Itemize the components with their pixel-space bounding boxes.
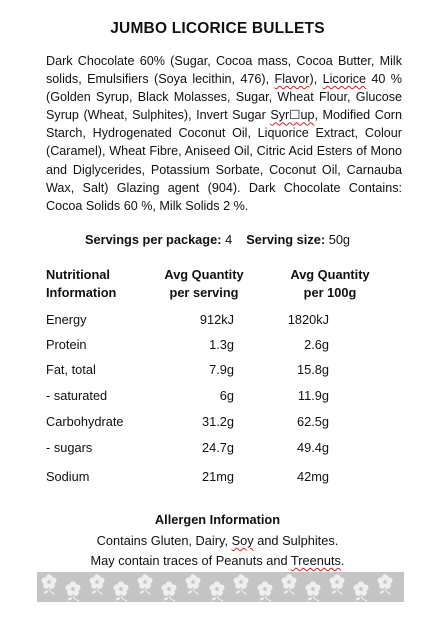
ingredients-paragraph [46,52,402,215]
servings-line [0,232,435,247]
nutrition-header-name [46,266,156,302]
nutrient-per-serving: 21mg [201,469,234,484]
nutrient-per-serving: 912kJ [199,312,234,327]
nutrient-per-100g: 62.5g [296,414,329,429]
nutrition-row-energy [0,312,435,330]
allergen-traces-text: May contain traces of Peanuts and [90,553,291,568]
nutrient-per-serving: 6g [219,388,234,403]
header-name-line1: Nutritional [46,267,110,282]
allergen-soy: Soy [231,533,254,548]
nutrition-row-carbohydrate [0,414,435,432]
nutrition-row-protein [0,337,435,355]
nutrient-per-100g: 49.4g [296,440,329,455]
nutrient-per-serving: 7.9g [209,362,234,377]
servings-per-package-label: Servings per package: [84,232,222,247]
nutrient-per-100g: 15.8g [296,362,329,377]
ingredient-flavor: Flavor [274,72,310,87]
nutrient-name: Energy [46,312,87,327]
nutrient-per-100g: 1820kJ [287,312,329,327]
allergen-contains-text: Contains Gluten, Dairy, [96,533,232,548]
floral-pattern-graphic [37,572,404,602]
nutrient-per-100g: 42mg [296,469,329,484]
allergen-traces-line [0,553,435,568]
header-100g-line2: per 100g [303,285,357,300]
nutrient-name: Protein [46,337,87,352]
nutrition-row-fat-total [0,362,435,380]
nutrition-header-per-serving [158,266,250,302]
nutrient-per-100g: 2.6g [304,337,329,352]
nutrient-name: - saturated [46,388,108,403]
nutrition-row-sodium [0,469,435,487]
nutrition-header-per-100g [282,266,378,302]
product-title: JUMBO LICORICE BULLETS [110,20,325,37]
allergen-contains-line [0,533,435,548]
header-100g-line1: Avg Quantity [290,267,370,282]
nutrient-name: - sugars [46,440,93,455]
header-serving-line2: per serving [169,285,239,300]
ingredient-licorice: Licorice [322,72,367,87]
floral-pattern-band [37,572,404,602]
allergen-contains-text-end: and Sulphites. [253,533,339,548]
allergen-traces-text-end: . [340,553,345,568]
header-serving-line1: Avg Quantity [164,267,244,282]
nutrient-per-serving: 31.2g [201,414,234,429]
ingredients-text-4: , Modified Corn Starch, Hydrogenated Coconut Oil, Liquorice Extract, Colour (Caramel), Wheat Fibre, Aniseed Oil, Citric Acid Esters of Mono and Diglycerides, Potassium Sorbate, Coconut Oil, Carnauba Wax, Salt) Glazing agent (904). Dark Chocolate Contains: Cocoa Solids 60 %, Milk Solids 2 %. [46,108,402,213]
nutrient-per-100g: 11.9g [297,388,329,403]
ingredients-text-1: Dark Chocolate 60% (Sugar, Cocoa mass, Cocoa Butter, Milk solids, Emulsifiers (Soya lecithin, 476), [46,54,402,87]
nutrition-row-sugars [0,440,435,458]
ingredients-text-3: 40 % (Golden Syrup, Black Molasses, Sugar, Wheat Flour, Glucose Syrup (Wheat, Sulphites), Invert Sugar [46,72,402,123]
servings-per-package-value: 4 [225,232,233,247]
allergen-title: Allergen Information [154,512,281,527]
serving-size-label: Serving size: [246,232,326,247]
nutrient-name: Fat, total [46,362,96,377]
allergen-treenuts: Treenuts [290,553,341,568]
serving-size-value: 50g [328,232,351,247]
nutrient-name: Sodium [46,469,90,484]
nutrition-row-saturated [0,388,435,406]
nutrient-name: Carbohydrate [46,414,124,429]
ingredients-text-2: ), [309,72,323,87]
nutrient-per-serving: 1.3g [209,337,234,352]
nutrient-per-serving: 24.7g [201,440,234,455]
ingredient-syrup: Syr☐up [270,108,315,123]
header-name-line2: Information [46,285,117,300]
